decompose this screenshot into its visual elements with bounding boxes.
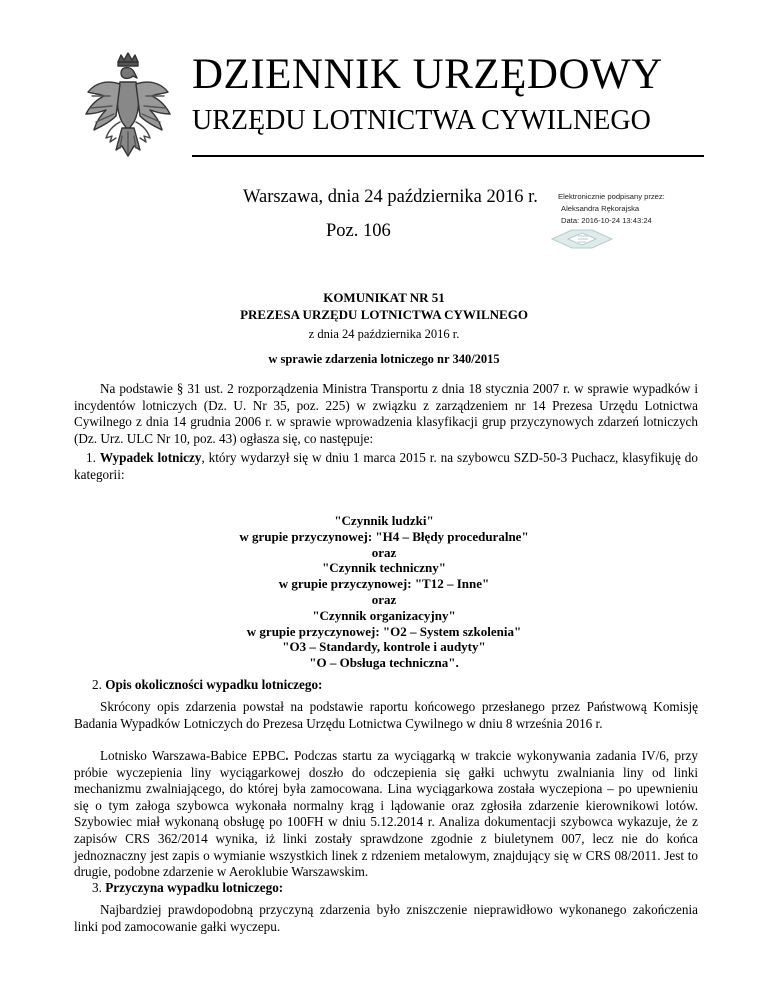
signature-date: Data: 2016-10-24 13:43:24 [561,216,652,225]
signature-signer: Aleksandra Rękorajska [561,204,640,213]
item-1-number: 1. [86,450,96,465]
intro-paragraph: Na podstawie § 31 ust. 2 rozporządzenia Ministra Transportu z dnia 18 stycznia 2007 r. w sprawie wypadków i incydentów lotniczych (Dz. U. Nr 35, poz. 225) w związku z zarządzeniem nr 14 Prezesa Urzędu Lotnictwa Cywilnego z dnia 14 grudnia 2006 r. w sprawie wprowadzenia klasyfikacji grup przyczynowych zdarzeń lotniczych (Dz. Urz. ULC Nr 10, poz. 43) ogłasza się, co następuje: [74,381,698,446]
item-2-number: 2. [92,677,102,692]
cause-paragraph: Najbardziej prawdopodobną przyczyną zdarzenia było zniszczenie nieprawidłowo wykonanego zakończenia linki pod zamocowanie gałki wyczepu. [74,902,698,934]
category-line: oraz [371,544,397,560]
announcement-issuer: PREZESA URZĘDU LOTNICTWA CYWILNEGO [240,307,528,322]
electronic-signature [558,191,665,227]
airport-period: . [285,748,289,763]
polish-eagle-emblem [80,52,176,170]
place-date: Warszawa, dnia 24 października 2016 r. [243,187,538,207]
circumstances-paragraph [74,748,698,881]
item-1-paragraph [74,450,698,483]
category-line: w grupie przyczynowej: "O2 – System szkolenia" [246,623,522,639]
summary-paragraph: Skrócony opis zdarzenia powstał na podstawie raportu końcowego przesłanego przez Państwową Komisję Badania Wypadków Lotniczych do Prezesa Urzędu Lotnictwa Cywilnego w dniu 8 września 2016 r. [74,699,698,731]
category-line: "O – Obsługa techniczna". [309,655,459,671]
item-1-text: , który wydarzył się w dniu 1 marca 2015 r. na szybowcu SZD-50-3 Puchacz, klasyfikuję do kategorii: [74,450,698,482]
category-line: "Czynnik techniczny" [322,560,446,576]
header-divider [192,155,704,157]
category-list [70,513,698,671]
circumstances-text: Podczas startu za wyciągarką w trakcie wykonywania zadania IV/6, przy próbie wyczepienia liny wyciągarkowej doszło do odczepienia się gałki uchwytu zwalniania liny od linki mechanizmu zwalniającego, do której była zamocowana. Lina wyciągarkowa została wyczepiona – po upewnieniu się o tym załoga szybowca wykonała normalny krąg i lądowanie oraz zgłosiła zdarzenie kierownikowi lotów. Szybowiec miał wykonaną obsługę po 100FH w dniu 5.12.2014 r. Analiza dokumentacji szybowca wykazuje, że z zapisów CRS 362/2014 wynika, iż linki zostały sprawdzone zgodnie z biuletynem 007, lecz nie do końca jednoznaczny jest zapis o wymianie wszystkich linek z rdzeniem metalowym, znajdujący się w CRS 08/2011. Jest to drugie, podobne zdarzenie w Aeroklubie Warszawskim. [74,748,698,880]
item-3-heading [92,880,283,896]
category-line: w grupie przyczynowej: "H4 – Błędy proceduralne" [239,528,529,544]
item-3-title: Przyczyna wypadku lotniczego: [105,880,284,895]
position-number: Poz. 106 [326,221,391,241]
category-line: "Czynnik ludzki" [334,513,434,528]
journal-subtitle: URZĘDU LOTNICTWA CYWILNEGO [192,105,651,136]
announcement-date: z dnia 24 października 2016 r. [308,327,460,341]
category-line: "Czynnik organizacyjny" [312,607,456,623]
journal-title: DZIENNIK URZĘDOWY [192,51,663,98]
item-2-title: Opis okoliczności wypadku lotniczego: [105,677,323,692]
item-1-heading: Wypadek lotniczy [99,450,202,465]
category-line: oraz [371,591,397,607]
category-line: "O3 – Standardy, kontrole i audyty" [282,639,486,655]
signature-seal-icon [548,228,620,250]
item-3-number: 3. [92,880,102,895]
item-2-heading [92,677,322,693]
airport-name: Lotnisko Warszawa-Babice EPBC [100,748,286,763]
announcement-title: KOMUNIKAT NR 51 [323,290,445,305]
signature-label: Elektronicznie podpisany przez: [558,192,665,201]
announcement-subject: w sprawie zdarzenia lotniczego nr 340/2015 [268,352,500,366]
category-line: w grupie przyczynowej: "T12 – Inne" [278,576,490,592]
